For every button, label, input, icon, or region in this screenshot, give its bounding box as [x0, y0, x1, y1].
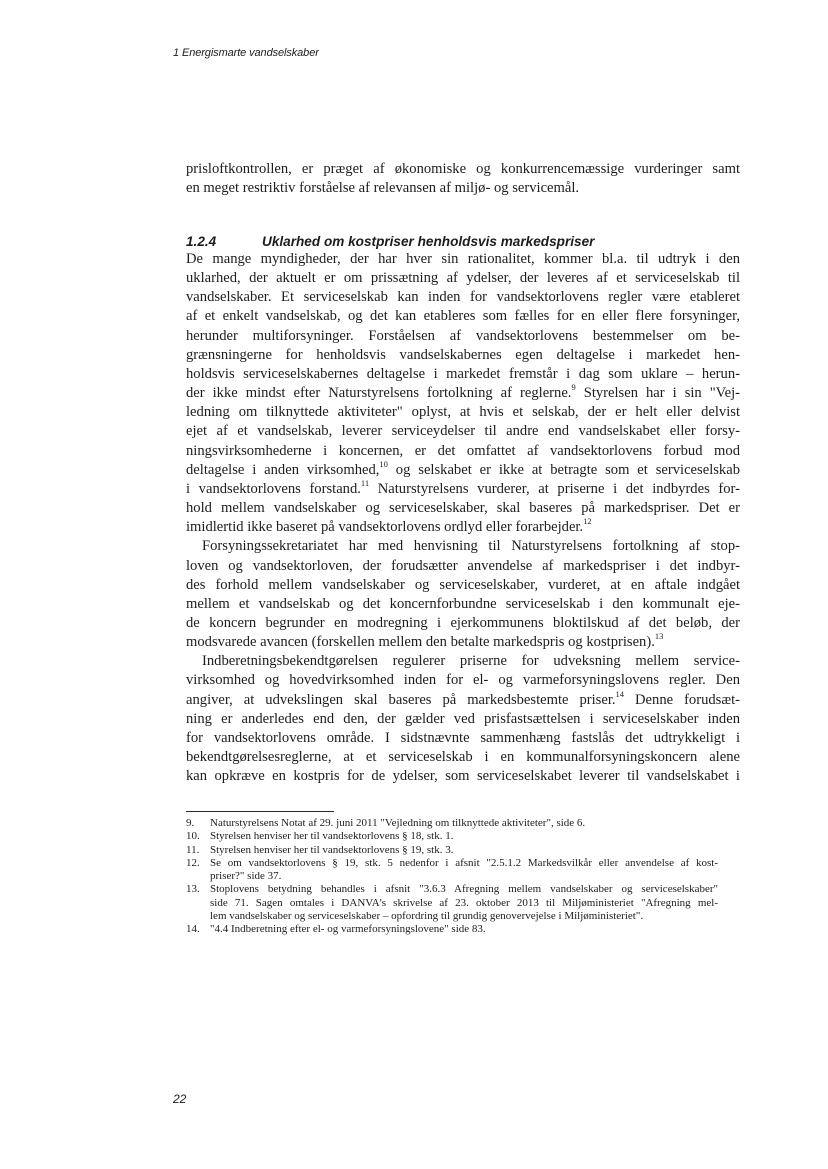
footnote: [186, 817, 718, 830]
footnote-text: [210, 857, 718, 884]
text-span: angiver, at udvekslingen skal baseres på markedsbestemte priser.: [186, 691, 616, 708]
text-line: bekendtgørelsesreglerne, at et serviceselskab i en kommunalforsyningskoncern alene: [186, 749, 740, 766]
footnote-number: 14.: [186, 923, 200, 936]
text-span: Styrelsen har i sin "Vej-: [575, 385, 740, 402]
footnote-text: [210, 830, 718, 843]
footnote-line: Styrelsen henviser her til vandsektorlovens § 19, stk. 3.: [210, 843, 454, 856]
text-span: Denne forudsæt-: [624, 691, 741, 708]
footnote-line: Se om vandsektorlovens § 19, stk. 5 nedenfor i afsnit "2.5.1.2 Markedsvilkår eller anvendelse af kost-: [210, 856, 718, 869]
text-line: for vandsektorlovens område. I sidstnævnte sammenhæng fastslås det udtrykkeligt i: [186, 729, 740, 746]
text-line: des forhold mellem vandselskaber og serviceselskaber, vurderet, at en aftale indgået: [186, 576, 740, 593]
text-line: holdsvis serviceselskabernes deltagelse i markedet fremstår i dag som uklare – herun-: [186, 365, 740, 382]
text-line: [186, 480, 740, 499]
text-line: [186, 458, 740, 480]
footnote-number: 9.: [186, 817, 195, 829]
text-span: Naturstyrelsens vurderer, at priserne i det indbyrdes for-: [369, 480, 740, 497]
text-line: Indberetningsbekendtgørelsen regulerer priserne for udveksning mellem service-: [202, 653, 740, 670]
text-line: herunder multiforsyninger. Forståelsen af vandsektorlovens bestemmelser om be-: [186, 327, 740, 344]
page-number: 22: [173, 1092, 187, 1106]
section-title: Uklarhed om kostpriser henholdsvis markedspriser: [262, 234, 595, 249]
text-line: virksomhed og hovedvirksomhed inden for el- og varmeforsyningslovens regler. Den: [186, 672, 740, 689]
text-line: ejet af et vandselskab, leverer serviceydelser til andre end vandselskabet eller forsy-: [186, 423, 740, 440]
footnote-line: Styrelsen henviser her til vandsektorlovens § 18, stk. 1.: [210, 830, 454, 843]
text-line: en meget restriktiv forståelse af relevansen af miljø- og servicemål.: [186, 180, 580, 197]
footnote-line: Stoplovens betydning behandles i afsnit "3.6.3 Afregning mellem vandselskaber og serviceselskaber": [210, 883, 718, 896]
text-line: kan opkræve en kostpris for de ydelser, som serviceselskabet leverer til vandselskabet i: [186, 768, 740, 785]
section-heading: [186, 233, 740, 251]
text-line: prisloftkontrollen, er præget af økonomiske og konkurrencemæssige vurderinger samt: [186, 161, 740, 177]
text-line: ning er anderledes end den, der gælder ved prisfastsættelsen i serviceselskaber inden: [186, 710, 740, 727]
footnote-number: 12.: [186, 856, 200, 869]
text-span: og selskabet er ikke at betragte som et serviceselskab: [387, 461, 740, 478]
text-line: ningsvirksomhederne i koncernen, er det omfattet af vandsektorlovens forbud mod: [186, 442, 740, 459]
text-span: imidlertid ikke baseret på vandsektorlovens ordlyd eller forarbejder.: [186, 519, 584, 536]
text-line: [186, 688, 741, 710]
text-line: vandselskaber. Et serviceselskab kan inden for vandsektorlovens regler være etableret: [186, 289, 740, 306]
footnote-line: side 71. Sagen omtales i DANVA's skrivelse af 23. oktober 2013 til Miljøministeriet "Afregning mel-: [210, 896, 718, 909]
footnote-number: 10.: [186, 830, 200, 843]
text-line: Forsyningssekretariatet har med henvisning til Naturstyrelsens fortolkning af stop-: [202, 538, 740, 555]
footnote-ref-13: 13: [654, 631, 664, 642]
footnote-number: 11.: [186, 843, 200, 856]
text-line: uklarhed, der aktuelt er om prissætning af ydelser, der leveres af et serviceselskab til: [186, 270, 740, 287]
footnote-line: lem vandselskaber og serviceselskaber – opfordring til grundig genovervejelse i Miljøministeriet".: [210, 910, 644, 923]
footnotes: [186, 817, 718, 937]
footnote: [186, 857, 718, 884]
footnote-text: [210, 844, 718, 857]
running-header: 1 Energismarte vandselskaber: [173, 47, 319, 59]
body-text: [186, 250, 740, 786]
text-line: ledning om tilknyttede aktiviteter" oplyst, at hvis et selskab, der er helt eller delvist: [186, 404, 740, 421]
footnote-number: 13.: [186, 883, 200, 896]
text-span: deltagelse i anden virksomhed,: [186, 461, 380, 478]
text-line: [186, 384, 740, 403]
text-line: grænsningerne for henholdsvis vandselskabernes egen deltagelse i markedet hen-: [186, 346, 740, 363]
footnote-ref-12: 12: [583, 516, 592, 527]
text-line: de koncern begrunder en modregning i ejerkommunens bloktilskud af det beløb, der: [186, 614, 740, 631]
intro-paragraph: [186, 160, 740, 198]
footnote-text: [210, 883, 718, 923]
text-span: der ikke mindst efter Naturstyrelsens fortolkning af reglerne.: [186, 385, 572, 402]
footnote-text: [210, 817, 718, 830]
text-line: [186, 633, 740, 652]
section-number: 1.2.4: [186, 234, 217, 249]
text-line: De mange myndigheder, der har hver sin rationalitet, kommer bl.a. til udtryk i den: [186, 251, 740, 267]
footnote-line: Naturstyrelsens Notat af 29. juni 2011 "Vejledning om tilknyttede aktiviteter", side 6.: [210, 817, 586, 829]
footnote-line: priser?" side 37.: [210, 870, 282, 883]
text-line: af et enkelt vandselskab, og det kan etableres som fælles for en eller flere forsyninger,: [186, 308, 740, 325]
text-line: [186, 518, 740, 537]
footnote: [186, 844, 718, 857]
footnote-ref-14: 14: [615, 688, 625, 699]
footnote-text: [210, 923, 718, 936]
footnote-line: "4.4 Indberetning efter el- og varmeforsyningslovene" side 83.: [210, 923, 486, 936]
footnote-divider: [186, 811, 334, 812]
text-line: hold mellem vandselskaber og serviceselskaber, skal baseres på markedspriser. Det er: [186, 500, 740, 517]
text-line: mellem et vandselskab og det koncernforbundne serviceselskab i den kommunalt eje-: [186, 595, 740, 612]
text-line: loven og vandsektorloven, der forudsætter anvendelse af markedspriser i det indbyr-: [186, 557, 740, 574]
footnote: [186, 923, 718, 936]
footnote-ref-11: 11: [360, 478, 370, 489]
footnote-ref-10: 10: [379, 458, 388, 469]
footnote: [186, 883, 718, 923]
footnote-ref-9: 9: [571, 382, 576, 393]
text-span: modsvarede avancen (forskellen mellem den betalte markedspris og kostprisen).: [186, 634, 655, 651]
text-span: i vandsektorlovens forstand.: [186, 480, 361, 497]
footnote: [186, 830, 718, 843]
